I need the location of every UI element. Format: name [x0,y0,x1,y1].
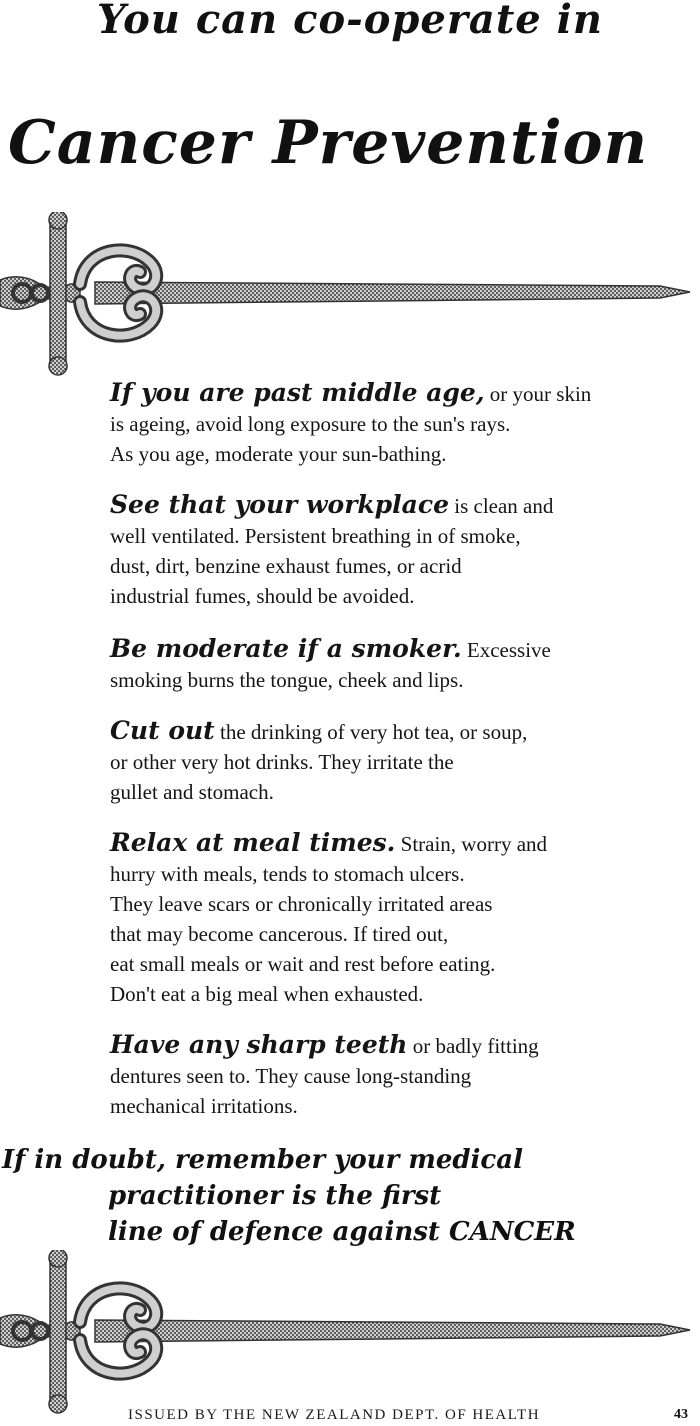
tip-lead: See that your workplace [110,490,449,519]
tip-lead: If you are past middle age, [110,378,485,407]
tip-text: Strain, worry and hurry with meals, tends to stomach ulcers. They leave scars or chronically irritated areas that may become cancerous. If tired out, eat small meals or wait and rest before eating. Don't eat a big meal when exhausted. [110,832,548,1006]
tip-text: or your skin is ageing, avoid long exposure to the sun's rays. As you age, moderate your sun-bathing. [110,382,592,466]
issuer-footer: ISSUED BY THE NEW ZEALAND DEPT. OF HEALTH [128,1407,541,1423]
page-number: 43 [674,1407,688,1422]
tip-lead: Be moderate if a smoker. [110,634,462,663]
headline-top: You can co-operate in [97,0,603,43]
closing-line-3: line of defence against CANCER [108,1217,576,1247]
sword-divider-icon [0,1250,700,1420]
tip-workplace [110,490,670,611]
tip-text: is clean and well ventilated. Persistent breathing in of smoke, dust, dirt, benzine exhaust fumes, or acrid industrial fumes, should be avoided. [110,494,554,608]
headline-main: Cancer Prevention [8,108,649,178]
tip-lead: Cut out [110,716,215,745]
tip-text: the drinking of very hot tea, or soup, or other very hot drinks. They irritate the gullet and stomach. [110,720,528,804]
tip-text: or badly fitting dentures seen to. They cause long-standing mechanical irritations. [110,1034,539,1118]
tip-meal-times [110,828,670,1009]
closing-statement [0,1142,700,1250]
tip-lead: Relax at meal times. [110,828,396,857]
tip-teeth [110,1030,670,1121]
sword-divider-icon [0,212,700,382]
closing-line-1: If in doubt, remember your medical [2,1145,523,1175]
tip-smoking [110,634,670,695]
tip-text: Excessive smoking burns the tongue, cheek and lips. [110,638,551,692]
closing-line-2: practitioner is the first [108,1181,442,1211]
tip-sun-exposure [110,378,670,469]
tip-hot-drinks [110,716,670,807]
tip-lead: Have any sharp teeth [110,1030,408,1059]
